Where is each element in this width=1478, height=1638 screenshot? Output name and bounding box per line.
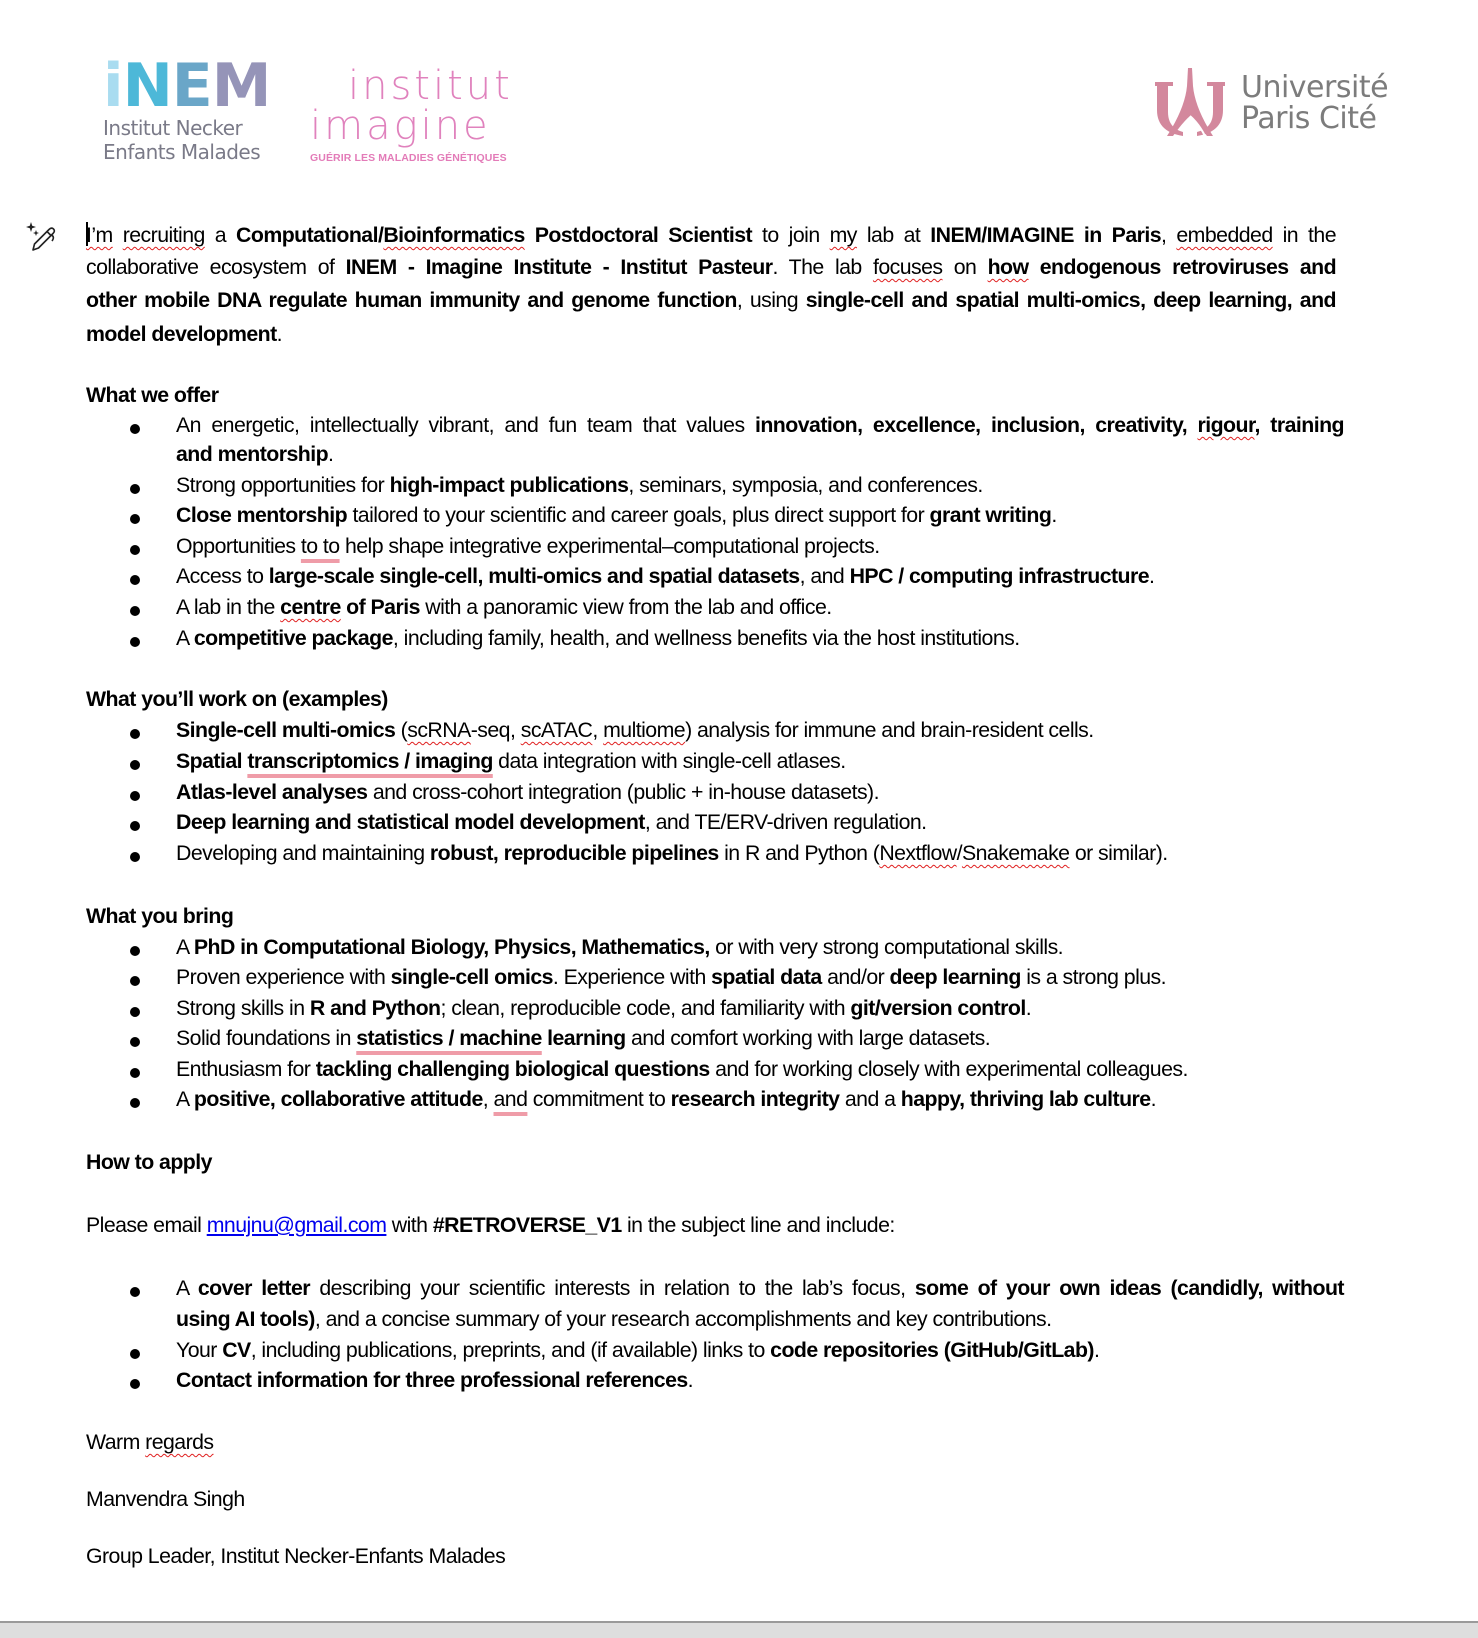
section-heading: What you’ll work on (examples): [86, 687, 388, 711]
text-line: [176, 841, 1168, 866]
inem-letter-n: N: [122, 51, 172, 121]
text-run: happy, thriving lab culture: [900, 1087, 1151, 1111]
text-run: robust, reproducible pipelines: [429, 841, 719, 866]
text-run: ,: [592, 718, 604, 742]
text-run: -seq,: [470, 718, 521, 742]
text-run: of Paris: [340, 595, 420, 619]
imagine-logo-tagline: GUÉRIR LES MALADIES GÉNÉTIQUES: [310, 152, 507, 164]
text-run: using AI tools): [176, 1307, 315, 1331]
text-run: describing your scientific interests in relation to the lab’s focus,: [310, 1276, 915, 1300]
text-line: [176, 780, 879, 805]
text-line: [176, 1087, 1156, 1112]
bullet-icon: [130, 545, 140, 555]
text-run: large-scale single-cell, multi-omics and spatial datasets: [268, 564, 800, 589]
text-run: .: [1150, 1087, 1156, 1111]
text-line: [176, 473, 983, 498]
bullet-icon: [130, 514, 140, 524]
text-run: (: [395, 718, 408, 742]
text-run: .: [1051, 503, 1057, 528]
text-run: , seminars, symposia, and conferences.: [628, 472, 983, 497]
text-run: high-impact publications: [389, 472, 629, 497]
text-run: Atlas-level analyses: [176, 779, 368, 804]
universite-paris-cite-logo: [1153, 66, 1388, 140]
text-run: , and a concise summary of your research accomplishments and key contributions.: [314, 1307, 1052, 1331]
text-line: [176, 1276, 1344, 1301]
text-line: [86, 288, 1336, 313]
text-run: Opportunities: [176, 533, 301, 558]
text-run: Developing and maintaining: [176, 841, 430, 866]
imagine-logo-line2: imagine: [310, 103, 491, 149]
text-run: innovation, excellence, inclusion, creativity,: [754, 413, 1198, 437]
bullet-icon: [130, 606, 140, 616]
text-line: [176, 1026, 990, 1051]
text-run: and for working closely with experimental colleagues.: [709, 1056, 1188, 1081]
text-run: transcriptomics / imaging: [247, 748, 493, 773]
imagine-logo-line1: institut: [348, 63, 513, 109]
bullet-icon: [130, 760, 140, 770]
text-run: commitment to: [527, 1087, 671, 1111]
inem-logo-line1: Institut Necker: [103, 116, 243, 140]
text-run: Access to: [176, 564, 269, 589]
text-run: ,: [1161, 223, 1177, 247]
text-run: INEM - Imagine Institute - Institut Pasteur: [345, 255, 773, 280]
text-run: Solid foundations in: [176, 1026, 357, 1051]
text-run: and/or: [821, 965, 890, 990]
text-line: [176, 718, 1094, 743]
text-run: Please email: [86, 1213, 207, 1237]
bullet-icon: [130, 1098, 140, 1108]
text-run: .: [276, 321, 283, 346]
text-run: , training: [1254, 413, 1344, 437]
text-run: Your: [176, 1337, 223, 1362]
text-run: A: [176, 935, 194, 959]
text-run: collaborative ecosystem of: [86, 255, 346, 280]
text-run: and a: [839, 1087, 901, 1111]
text-run: , using: [736, 288, 806, 313]
text-run: R and Python: [309, 995, 441, 1020]
text-run: other mobile DNA regulate human immunity and genome function: [86, 288, 737, 313]
text-line: [176, 965, 1166, 990]
bullet-icon: [130, 637, 140, 647]
text-run: Spatial: [176, 748, 248, 773]
bullet-icon: [130, 1007, 140, 1017]
section-heading: What we offer: [86, 383, 219, 407]
text-run: scRNA: [407, 718, 471, 742]
text-run: model development: [86, 321, 277, 346]
section-heading: What you bring: [86, 904, 234, 928]
inem-logo-mark: [103, 51, 283, 121]
text-run: in R and Python (: [718, 841, 880, 866]
bullet-icon: [130, 976, 140, 986]
text-run: , and: [799, 564, 850, 589]
text-run: Proven experience with: [176, 965, 391, 990]
text-run: Snakemake: [961, 841, 1070, 866]
text-run: a: [204, 223, 237, 247]
bullet-icon: [130, 1287, 140, 1297]
text-run: CV: [222, 1337, 251, 1362]
bullet-icon: [130, 575, 140, 585]
text-run: is a strong plus.: [1020, 965, 1167, 990]
text-run: Strong opportunities for: [176, 472, 390, 497]
text-run: my: [829, 223, 857, 247]
text-run: tackling challenging biological questions: [315, 1056, 710, 1081]
text-run: recruiting: [122, 223, 205, 247]
inem-letter-m: M: [211, 51, 271, 121]
text-run: . The lab: [772, 255, 873, 280]
text-line: [176, 1307, 1051, 1332]
text-run: or similar).: [1069, 841, 1168, 866]
text-line: [176, 503, 1057, 528]
text-line: [176, 996, 1031, 1021]
text-run: I’m: [86, 223, 113, 247]
text-run: Computational/: [236, 223, 384, 247]
text-run: .: [1025, 995, 1032, 1020]
text-run: A: [176, 1087, 194, 1111]
text-run: .: [1093, 1337, 1100, 1362]
text-run: lab at: [856, 223, 931, 247]
text-run: data integration with single-cell atlases.: [492, 748, 846, 773]
text-run: [113, 223, 123, 247]
text-run: code repositories (GitHub/GitLab): [770, 1337, 1094, 1362]
text-run: git/version control: [850, 995, 1026, 1020]
text-run: embedded: [1176, 223, 1273, 247]
bullet-icon: [130, 484, 140, 494]
upc-logo-line1: Université: [1241, 70, 1389, 105]
window-bottom-edge: [0, 1621, 1478, 1638]
bullet-icon: [130, 1349, 140, 1359]
text-run: endogenous retroviruses and: [1028, 255, 1337, 280]
text-run: , and TE/ERV-driven regulation.: [644, 810, 927, 835]
text-run: Deep learning and statistical model development: [176, 810, 645, 835]
text-line: [86, 322, 282, 347]
text-run: Single-cell multi-omics: [176, 718, 396, 742]
email-link[interactable]: mnujnu@gmail.com: [206, 1213, 387, 1237]
bullet-icon: [130, 729, 140, 739]
text-run: to to: [300, 533, 340, 558]
text-line: [176, 595, 832, 620]
text-run: research integrity: [670, 1087, 840, 1111]
text-line: [176, 1368, 693, 1393]
text-line: [176, 413, 1344, 438]
text-run: deep learning: [889, 965, 1021, 990]
text-run: regards: [145, 1430, 214, 1454]
text-run: Strong skills in: [176, 995, 310, 1020]
text-run: statistics / machine: [356, 1026, 542, 1051]
text-run: and: [493, 1087, 528, 1111]
text-run: INEM/IMAGINE in Paris: [930, 223, 1162, 247]
text-run: focuses: [872, 255, 943, 280]
text-run: Contact information for three professional references: [176, 1368, 688, 1393]
eiffel-u-logo-icon: [1153, 66, 1227, 140]
text-run: An energetic, intellectually vibrant, and fun team that values: [176, 413, 755, 437]
text-run: positive, collaborative attitude: [193, 1087, 483, 1111]
inem-letter-e: E: [171, 51, 212, 121]
bullet-icon: [130, 791, 140, 801]
text-run: ) analysis for immune and brain-resident cells.: [685, 718, 1094, 742]
text-run: single-cell and spatial multi-omics, deep learning, and: [805, 288, 1337, 313]
text-line: [176, 626, 1020, 651]
text-run: and mentorship: [176, 442, 329, 466]
text-run: with a panoramic view from the lab and office.: [419, 595, 832, 619]
text-line: [86, 255, 1336, 280]
bullet-icon: [130, 1068, 140, 1078]
text-line: [176, 442, 333, 467]
text-run: HPC / computing infrastructure: [849, 564, 1150, 589]
text-run: to join: [752, 223, 830, 247]
text-run: .: [328, 442, 334, 466]
imagine-logo: [310, 63, 513, 164]
text-run: competitive package: [193, 625, 393, 650]
signer-title: Group Leader, Institut Necker-Enfants Malades: [86, 1544, 506, 1568]
text-line: [176, 935, 1063, 960]
text-run: .: [687, 1368, 694, 1393]
text-run: in the: [1272, 223, 1337, 247]
text-line: [176, 534, 880, 559]
text-run: single-cell omics: [390, 965, 553, 990]
text-line: [176, 564, 1154, 589]
text-line: [86, 222, 1336, 248]
text-run: ; clean, reproducible code, and familiarity with: [440, 995, 851, 1020]
text-run: A lab in the: [176, 595, 281, 619]
text-run: . Experience with: [552, 965, 712, 990]
text-run: some of your own ideas (candidly, without: [914, 1276, 1344, 1300]
bullet-icon: [130, 1379, 140, 1389]
text-run: Close mentorship: [176, 503, 348, 528]
text-run: cover letter: [197, 1276, 310, 1300]
closing-regards: [86, 1430, 214, 1455]
text-run: , including family, health, and wellness benefits via the host institutions.: [392, 625, 1020, 650]
inem-letter-i: i: [103, 51, 123, 121]
text-run: and cross-cohort integration (public + in-house datasets).: [367, 779, 879, 804]
text-run: centre: [280, 595, 341, 619]
text-run: spatial data: [711, 965, 822, 990]
inem-logo-line2: Enfants Malades: [103, 140, 261, 164]
magic-pen-icon[interactable]: [25, 220, 57, 252]
text-run: grant writing: [929, 503, 1052, 528]
text-run: on: [942, 255, 988, 280]
text-run: /: [956, 841, 962, 866]
text-run: Warm: [86, 1430, 146, 1454]
section-heading: How to apply: [86, 1150, 212, 1174]
text-run: multiome: [603, 718, 686, 742]
upc-logo-line2: Paris Cité: [1241, 101, 1377, 136]
bullet-icon: [130, 821, 140, 831]
signer-name: Manvendra Singh: [86, 1487, 245, 1511]
bullet-icon: [130, 1037, 140, 1047]
text-run: PhD in Computational Biology, Physics, Mathematics,: [193, 935, 710, 959]
bullet-icon: [130, 852, 140, 862]
text-run: rigour: [1197, 413, 1255, 437]
text-run: , including publications, preprints, and (if available) links to: [250, 1337, 771, 1362]
text-run: Bioinformatics: [383, 223, 525, 247]
text-run: learning: [541, 1026, 626, 1051]
text-run: tailored to your scientific and career goals, plus direct support for: [347, 503, 930, 528]
text-run: A: [176, 625, 194, 650]
text-run: or with very strong computational skills.: [709, 935, 1064, 959]
text-run: scATAC: [520, 718, 593, 742]
bullet-icon: [130, 946, 140, 956]
text-line: [176, 1057, 1188, 1082]
inem-logo: [103, 51, 283, 164]
text-run: in the subject line and include:: [621, 1213, 895, 1237]
bullet-icon: [130, 424, 140, 434]
text-line: [176, 749, 846, 774]
email-instruction-line: [86, 1213, 895, 1238]
text-run: Postdoctoral Scientist: [524, 223, 753, 247]
text-run: Enthusiasm for: [176, 1056, 316, 1081]
text-run: how: [987, 255, 1029, 280]
text-run: help shape integrative experimental–computational projects.: [339, 533, 880, 558]
text-line: [176, 1338, 1099, 1363]
text-run: ,: [482, 1087, 494, 1111]
upc-logo-text: [1241, 72, 1388, 134]
text-run: with: [386, 1213, 433, 1237]
text-run: #RETROVERSE_V1: [432, 1213, 622, 1237]
text-run: and comfort working with large datasets.: [625, 1026, 991, 1051]
text-run: .: [1149, 564, 1155, 589]
text-line: [176, 810, 927, 835]
text-run: A: [176, 1276, 198, 1300]
text-run: Nextflow: [879, 841, 957, 866]
